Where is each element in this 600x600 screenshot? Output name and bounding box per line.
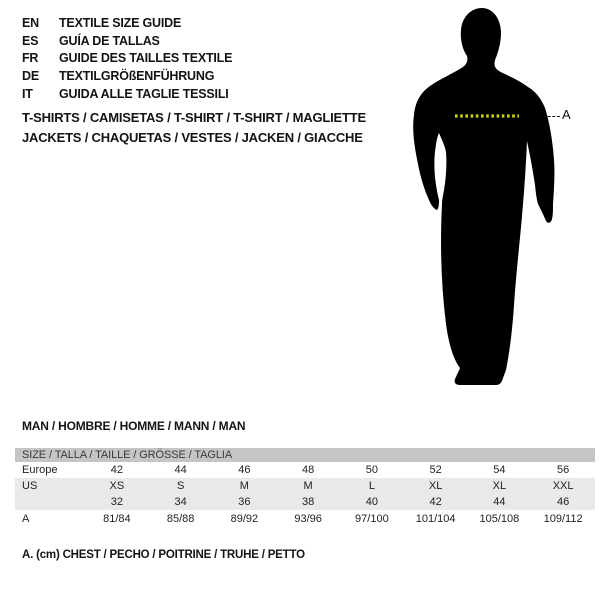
size-cell: 44 (174, 464, 187, 476)
language-label: GUIDA ALLE TAGLIE TESSILI (59, 86, 229, 101)
size-cell: 93/96 (294, 513, 322, 525)
language-row (22, 15, 232, 33)
size-cell: 109/112 (543, 513, 583, 525)
language-label: TEXTILGRÖßENFÜHRUNG (59, 69, 215, 84)
language-label: GUÍA DE TALLAS (59, 33, 160, 48)
size-cell: 52 (429, 464, 442, 476)
size-cell: 46 (238, 464, 251, 476)
table-row-numeric (15, 494, 595, 510)
language-row (22, 68, 232, 86)
measure-label-a: A (562, 107, 571, 122)
table-row-us (15, 478, 595, 494)
size-cell: 50 (365, 464, 378, 476)
size-cell: 89/92 (230, 513, 259, 525)
size-cell: 85/88 (166, 513, 195, 525)
size-cell: XS (109, 480, 125, 492)
language-row (22, 50, 232, 68)
size-cell: 101/104 (415, 513, 456, 525)
language-code: ES (22, 33, 39, 48)
row-label: Europe (22, 464, 58, 476)
size-cell: S (176, 480, 185, 492)
size-cell: M (303, 480, 313, 492)
language-code: FR (22, 51, 39, 66)
language-label: TEXTILE SIZE GUIDE (59, 16, 182, 30)
language-row (22, 33, 232, 51)
size-cell: 97/100 (355, 513, 389, 525)
measurement-footnote: A. (cm) CHEST / PECHO / POITRINE / TRUHE / PETTO (22, 549, 305, 561)
size-table (15, 448, 595, 528)
size-cell: 46 (557, 496, 570, 508)
size-cell: XL (428, 480, 443, 492)
table-row-chest-cm (15, 510, 595, 528)
size-cell: 32 (110, 496, 123, 508)
row-label: US (22, 480, 38, 492)
size-cell: XL (492, 480, 507, 492)
table-row-europe (15, 462, 595, 478)
language-row (22, 86, 232, 104)
size-cell: 36 (238, 496, 251, 508)
size-cell: XXL (552, 480, 574, 492)
language-label: GUIDE DES TAILLES TEXTILE (59, 51, 233, 66)
category-lines (22, 108, 366, 148)
man-silhouette-figure (402, 4, 580, 396)
category-line-jackets: JACKETS / CHAQUETAS / VESTES / JACKEN / GIACCHE (22, 130, 363, 145)
size-cell: 40 (365, 496, 378, 508)
man-silhouette (413, 8, 554, 385)
size-cell: 42 (429, 496, 442, 508)
language-list (22, 15, 232, 104)
size-cell: 56 (557, 464, 570, 476)
language-code: IT (22, 86, 33, 101)
gender-section-title: MAN / HOMBRE / HOMME / MANN / MAN (22, 419, 246, 433)
size-cell: 81/84 (103, 513, 131, 525)
size-cell: 34 (174, 496, 187, 508)
size-cell: 44 (493, 496, 506, 508)
size-cell: 105/108 (479, 513, 520, 525)
size-table-header: SIZE / TALLA / TAILLE / GRÖSSE / TAGLIA (15, 448, 595, 462)
size-cell: 54 (493, 464, 506, 476)
row-label: A (22, 513, 30, 525)
language-code: DE (22, 69, 39, 84)
size-cell: 42 (110, 464, 123, 476)
size-cell: 38 (302, 496, 315, 508)
category-line-tshirts: T-SHIRTS / CAMISETAS / T-SHIRT / T-SHIRT / MAGLIETTE (22, 110, 366, 125)
language-code: EN (22, 16, 39, 30)
size-cell: L (368, 480, 375, 492)
measure-leader-line (543, 116, 560, 117)
man-silhouette-graphic (402, 4, 562, 394)
size-cell: 48 (302, 464, 315, 476)
size-cell: M (239, 480, 249, 492)
